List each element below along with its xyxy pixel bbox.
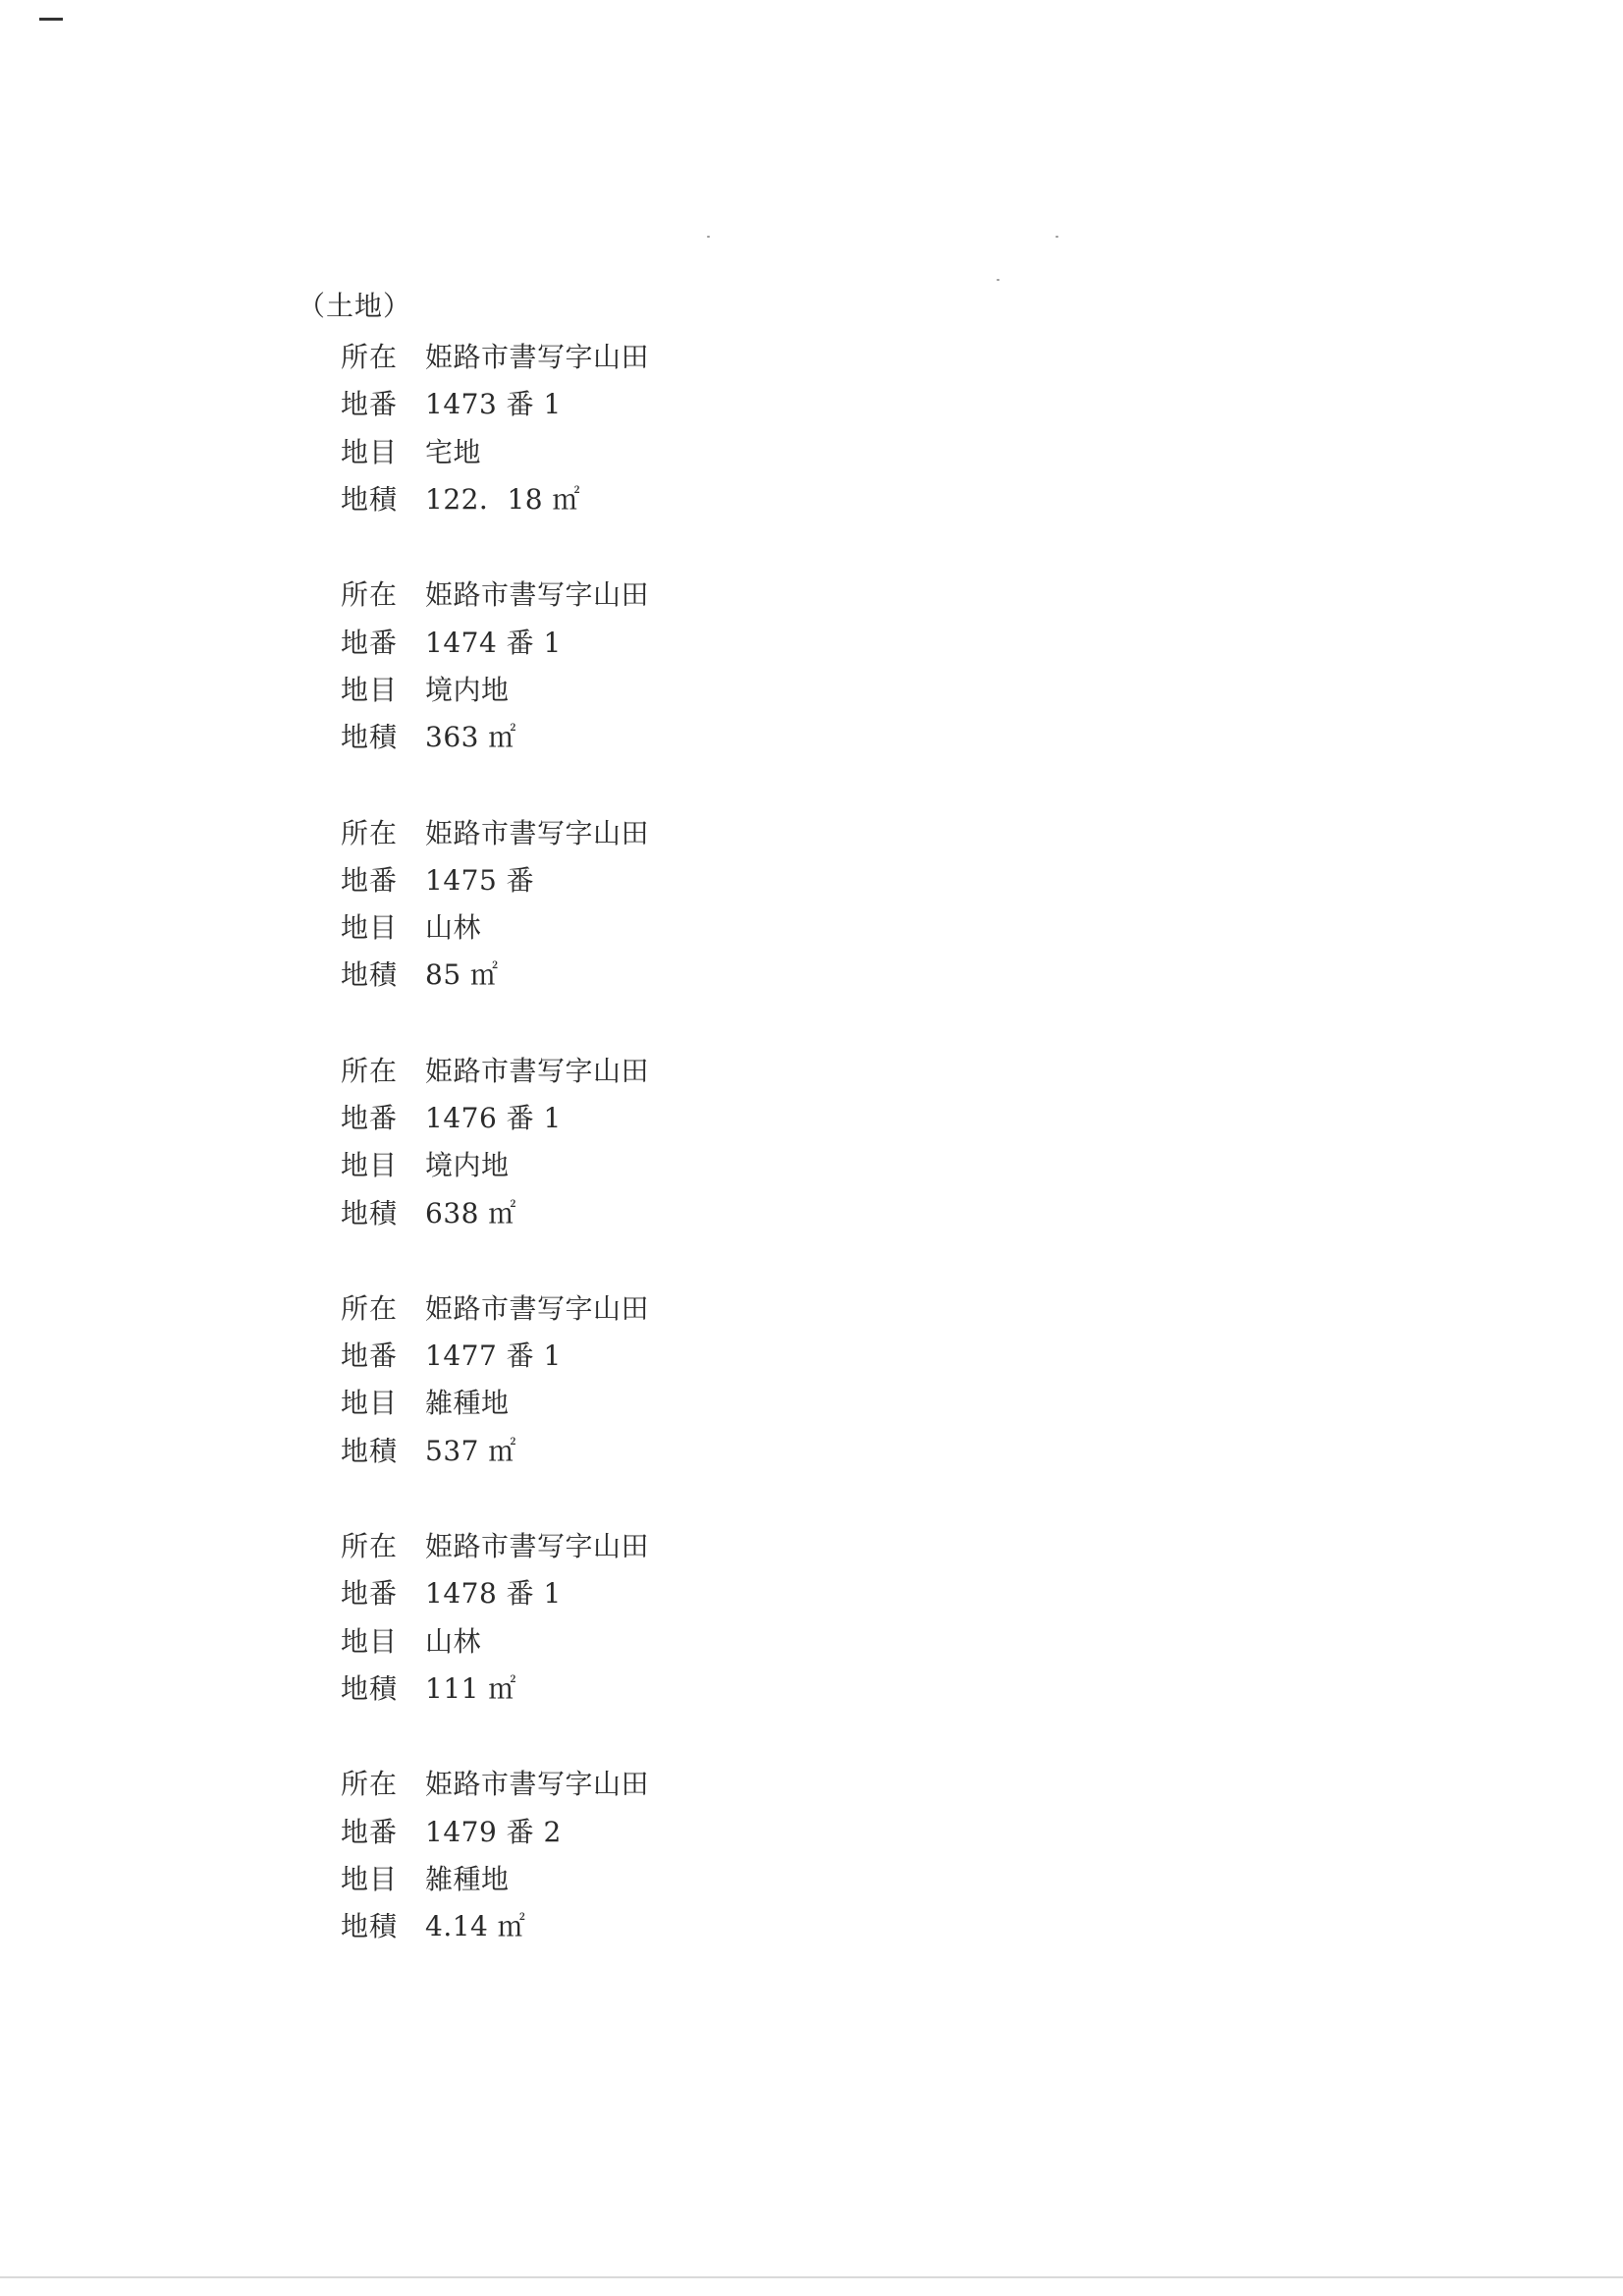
- location-label: 所在: [341, 1530, 399, 1563]
- location-value: 姫路市書写字山田: [425, 1291, 650, 1325]
- land-category-label: 地目: [341, 1149, 399, 1182]
- location-label: 所在: [341, 341, 399, 374]
- parcel-entry: [341, 1759, 649, 1948]
- area-row: [341, 1187, 649, 1234]
- scan-speck: [997, 279, 1000, 281]
- area-row: [341, 1426, 649, 1473]
- land-category-value: 山林: [425, 1624, 482, 1658]
- parcel-entry: [341, 807, 649, 997]
- location-value: 姫路市書写字山田: [425, 341, 650, 374]
- location-value: 姫路市書写字山田: [425, 1768, 650, 1801]
- lot-number-value: 1473 番 1: [425, 388, 562, 421]
- lot-number-label: 地番: [341, 1102, 399, 1134]
- location-label: 所在: [341, 578, 399, 612]
- area-row: [341, 950, 649, 997]
- lot-number-row: [341, 617, 649, 664]
- lot-number-label: 地番: [341, 1339, 399, 1373]
- parcel-entry: [341, 1046, 649, 1235]
- lot-number-row: [341, 855, 649, 902]
- location-row: [341, 1521, 649, 1568]
- area-value: 4.14 ㎡: [425, 1910, 526, 1943]
- land-category-label: 地目: [341, 673, 399, 706]
- location-label: 所在: [341, 816, 399, 849]
- area-value: 638 ㎡: [425, 1196, 516, 1230]
- land-category-value: 宅地: [425, 435, 482, 468]
- lot-number-label: 地番: [341, 1815, 399, 1848]
- scan-speck: [707, 236, 710, 238]
- parcel-entry: [341, 332, 649, 521]
- area-label: 地積: [341, 1196, 399, 1230]
- area-label: 地積: [341, 1671, 399, 1705]
- location-label: 所在: [341, 1291, 399, 1325]
- land-category-value: 境内地: [425, 1149, 510, 1182]
- area-row: [341, 712, 649, 759]
- location-value: 姫路市書写字山田: [425, 578, 650, 612]
- area-value: 111 ㎡: [425, 1671, 516, 1705]
- location-row: [341, 1046, 649, 1093]
- area-label: 地積: [341, 1910, 399, 1943]
- scan-corner-mark: [39, 18, 63, 21]
- lot-number-row: [341, 1093, 649, 1140]
- parcel-entry: [341, 570, 649, 759]
- area-row: [341, 1664, 649, 1711]
- location-label: 所在: [341, 1768, 399, 1801]
- land-category-row: [341, 665, 649, 712]
- area-value: 537 ㎡: [425, 1434, 516, 1467]
- lot-number-value: 1477 番 1: [425, 1339, 562, 1373]
- lot-number-value: 1475 番: [425, 863, 535, 897]
- location-row: [341, 1284, 649, 1331]
- land-category-row: [341, 427, 649, 474]
- land-category-value: 山林: [425, 911, 482, 945]
- area-value: 363 ㎡: [425, 721, 516, 754]
- lot-number-row: [341, 1806, 649, 1853]
- area-value: 122．18 ㎡: [425, 483, 580, 517]
- land-category-label: 地目: [341, 1862, 399, 1895]
- lot-number-row: [341, 379, 649, 426]
- land-category-label: 地目: [341, 911, 399, 945]
- lot-number-label: 地番: [341, 388, 399, 421]
- land-category-value: 雑種地: [425, 1862, 510, 1895]
- area-label: 地積: [341, 721, 399, 754]
- scan-speck: [1055, 236, 1058, 238]
- location-value: 姫路市書写字山田: [425, 1530, 650, 1563]
- lot-number-row: [341, 1331, 649, 1378]
- land-category-row: [341, 1854, 649, 1901]
- area-label: 地積: [341, 483, 399, 517]
- lot-number-value: 1474 番 1: [425, 626, 562, 659]
- location-row: [341, 570, 649, 617]
- area-row: [341, 474, 649, 521]
- land-category-label: 地目: [341, 1387, 399, 1420]
- scan-bottom-edge: [0, 2276, 1623, 2278]
- land-category-value: 雑種地: [425, 1387, 510, 1420]
- lot-number-label: 地番: [341, 863, 399, 897]
- location-row: [341, 1759, 649, 1806]
- lot-number-value: 1476 番 1: [425, 1102, 562, 1134]
- land-category-row: [341, 1140, 649, 1187]
- land-category-label: 地目: [341, 435, 399, 468]
- area-row: [341, 1901, 649, 1948]
- lot-number-value: 1479 番 2: [425, 1815, 562, 1848]
- location-row: [341, 332, 649, 379]
- land-category-value: 境内地: [425, 673, 510, 706]
- area-label: 地積: [341, 958, 399, 992]
- area-value: 85 ㎡: [425, 958, 499, 992]
- location-value: 姫路市書写字山田: [425, 816, 650, 849]
- land-category-row: [341, 902, 649, 950]
- parcel-entry: [341, 1521, 649, 1711]
- location-row: [341, 807, 649, 854]
- lot-number-label: 地番: [341, 1577, 399, 1611]
- location-label: 所在: [341, 1054, 399, 1087]
- parcel-list: [341, 332, 649, 1996]
- land-category-label: 地目: [341, 1624, 399, 1658]
- lot-number-row: [341, 1568, 649, 1615]
- land-category-row: [341, 1616, 649, 1664]
- location-value: 姫路市書写字山田: [425, 1054, 650, 1087]
- parcel-entry: [341, 1284, 649, 1473]
- area-label: 地積: [341, 1434, 399, 1467]
- lot-number-value: 1478 番 1: [425, 1577, 562, 1611]
- section-heading: （土地）: [298, 290, 412, 322]
- land-category-row: [341, 1378, 649, 1425]
- lot-number-label: 地番: [341, 626, 399, 659]
